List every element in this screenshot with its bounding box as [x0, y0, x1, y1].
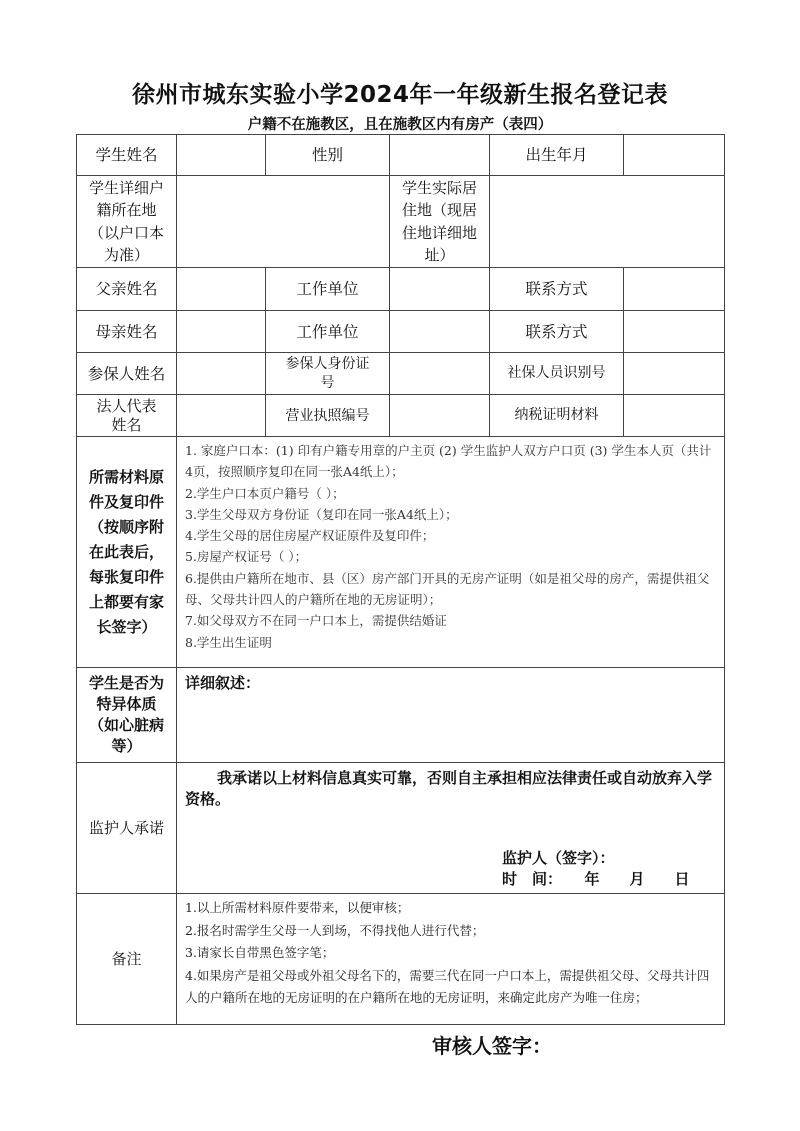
- materials-item: 2.学生户口本页户籍号（ ）；: [185, 485, 345, 501]
- note-item: 3.请家长自带黑色签字笔；: [185, 945, 335, 960]
- materials-item: 4.学生父母的居住房屋产权证原件及复印件；: [185, 528, 435, 544]
- pledge-text: 我承诺以上材料信息真实可靠，否则自主承担相应法律责任或自动放弃入学资格。: [185, 769, 713, 808]
- father-contact-label: 联系方式: [490, 268, 624, 311]
- business-license-field[interactable]: [390, 395, 490, 437]
- social-security-id-field[interactable]: [624, 353, 725, 395]
- row-insured: [77, 353, 725, 395]
- insured-id-label: 参保人身份证号: [266, 353, 390, 395]
- row-legal-rep: [77, 395, 725, 437]
- row-student-basic: [77, 135, 725, 176]
- hukou-address-field[interactable]: [177, 176, 390, 268]
- student-name-label: 学生姓名: [77, 135, 177, 176]
- materials-label: 所需材料原件及复印件（按顺序附在此表后，每张复印件上都要有家长签字）: [77, 437, 177, 668]
- guardian-signature-block: [502, 848, 690, 890]
- reviewer-signature-label: 审核人签字：: [432, 1034, 552, 1058]
- legal-rep-label: 法人代表姓名: [77, 395, 177, 437]
- special-detail-field[interactable]: [177, 668, 725, 763]
- insured-name-field[interactable]: [177, 353, 266, 395]
- insured-name-label: 参保人姓名: [77, 353, 177, 395]
- special-detail-label: 详细叙述：: [185, 674, 261, 692]
- materials-item: 3.学生父母双方身份证（复印在同一张A4纸上）；: [185, 506, 458, 522]
- student-name-field[interactable]: [177, 135, 266, 176]
- row-pledge: [77, 763, 725, 894]
- row-addresses: [77, 176, 725, 268]
- note-item: 1.以上所需材料原件要带来，以便审核；: [185, 900, 410, 915]
- special-constitution-label: 学生是否为特异体质（如心脏病等）: [77, 668, 177, 763]
- form-subtitle: 户籍不在施教区，且在施教区内有房产（表四）: [247, 116, 553, 133]
- father-name-field[interactable]: [177, 268, 266, 311]
- notes-label: 备注: [77, 894, 177, 1025]
- registration-form-table: [76, 134, 725, 1025]
- row-materials: [77, 437, 725, 668]
- residence-field[interactable]: [490, 176, 725, 268]
- form-title: 徐州市城东实验小学2024年一年级新生报名登记表: [131, 82, 668, 108]
- mother-contact-label: 联系方式: [490, 311, 624, 353]
- pledge-date-label: 时 间： 年 月 日: [502, 870, 690, 888]
- row-notes: [77, 894, 725, 1025]
- gender-label: 性别: [266, 135, 390, 176]
- mother-name-label: 母亲姓名: [77, 311, 177, 353]
- row-special-constitution: [77, 668, 725, 763]
- father-work-label: 工作单位: [266, 268, 390, 311]
- father-contact-field[interactable]: [624, 268, 725, 311]
- legal-rep-field[interactable]: [177, 395, 266, 437]
- guardian-signature-label: 监护人（签字）：: [502, 849, 615, 867]
- materials-list: [177, 437, 725, 668]
- materials-item: 8.学生出生证明: [185, 634, 272, 650]
- business-license-label: 营业执照编号: [266, 395, 390, 437]
- mother-work-label: 工作单位: [266, 311, 390, 353]
- tax-cert-label: 纳税证明材料: [490, 395, 624, 437]
- note-item: 2.报名时需学生父母一人到场，不得找他人进行代替；: [185, 922, 485, 938]
- tax-cert-field[interactable]: [624, 395, 725, 437]
- materials-item: 6.提供由户籍所在地市、县（区）房产部门开具的无房产证明（如是祖父母的房产，需提供祖父母、父母共计四人的户籍所在地的无房证明）；: [185, 570, 710, 608]
- father-work-field[interactable]: [390, 268, 490, 311]
- hukou-address-label: 学生详细户籍所在地（以户口本为准）: [77, 176, 177, 268]
- birth-date-field[interactable]: [624, 135, 725, 176]
- mother-contact-field[interactable]: [624, 311, 725, 353]
- father-name-label: 父亲姓名: [77, 268, 177, 311]
- materials-item: 7.如父母双方不在同一户口本上，需提供结婚证: [185, 613, 447, 629]
- row-mother: [77, 311, 725, 353]
- materials-item: 5.房屋产权证号（ ）；: [185, 549, 308, 565]
- pledge-label: 监护人承诺: [77, 763, 177, 894]
- social-security-id-label: 社保人员识别号: [490, 353, 624, 395]
- mother-work-field[interactable]: [390, 311, 490, 353]
- row-father: [77, 268, 725, 311]
- gender-field[interactable]: [390, 135, 490, 176]
- note-item: 4.如果房产是祖父母或外祖父母名下的，需要三代在同一户口本上，需提供祖父母、父母共计四人的户籍所在地的无房证明的在户籍所在地的无房证明，来确定此房产为唯一住房；: [185, 967, 710, 1005]
- residence-label: 学生实际居住地（现居住地详细地址）: [390, 176, 490, 268]
- notes-list: [177, 894, 725, 1025]
- materials-item: 1. 家庭户口本：(1) 印有户籍专用章的户主页 (2) 学生监护人双方户口页 (3) 学生本人页（共计4页，按照顺序复印在同一张A4纸上）；: [185, 443, 712, 480]
- birth-date-label: 出生年月: [490, 135, 624, 176]
- insured-id-field[interactable]: [390, 353, 490, 395]
- mother-name-field[interactable]: [177, 311, 266, 353]
- pledge-cell: [177, 763, 725, 894]
